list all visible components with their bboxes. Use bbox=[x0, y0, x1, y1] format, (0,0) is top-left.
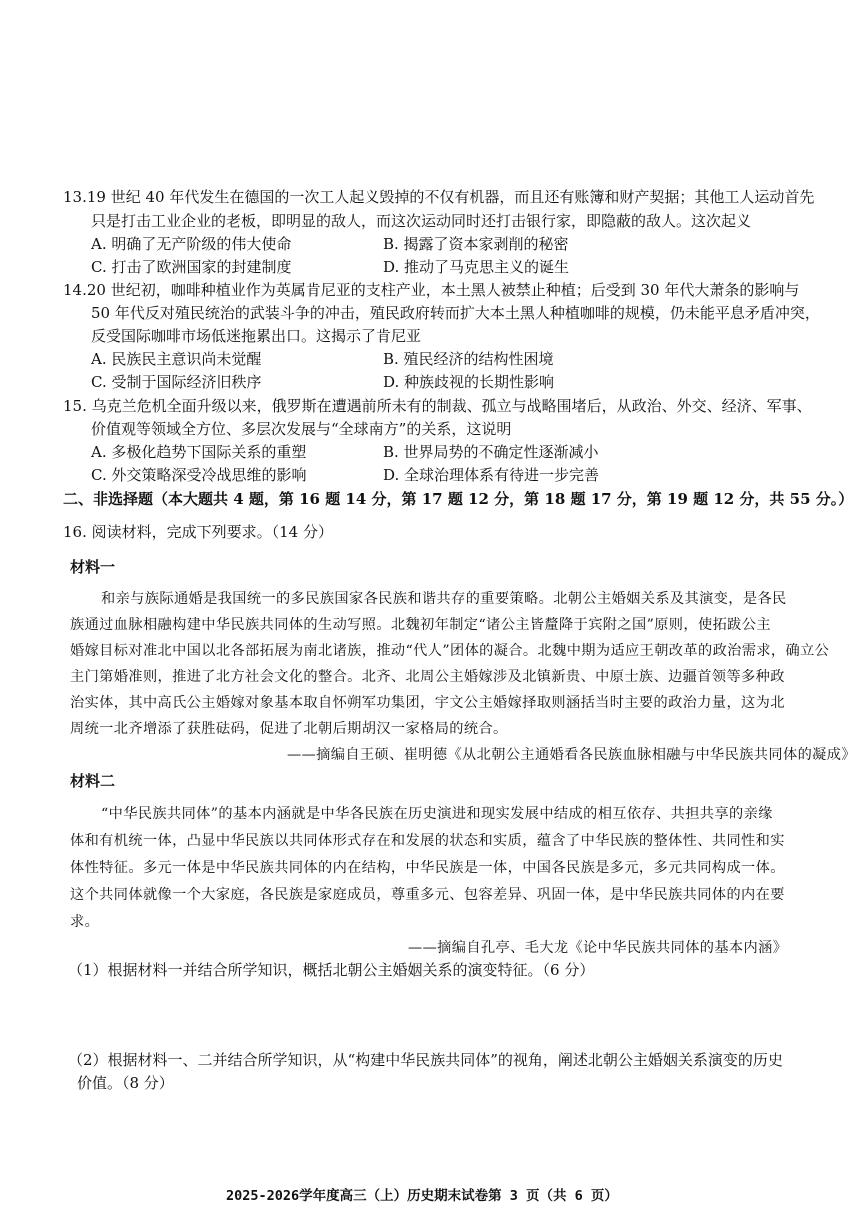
q14-option-a: A. 民族民主意识尚未觉醒 bbox=[91, 350, 262, 368]
page-footer: 2025-2026学年度高三（上）历史期末试卷第 3 页（共 6 页） bbox=[226, 1188, 618, 1204]
q15-option-a: A. 多极化趋势下国际关系的重塑 bbox=[91, 443, 307, 461]
material-1-line: 治实体，其中高氏公主婚嫁对象基本取自怀朔军功集团，宇文公主婚嫁择取则涵括当时主要的政治力量，这为北 bbox=[70, 695, 785, 711]
q14-option-d: D. 种族歧视的长期性影响 bbox=[383, 373, 555, 391]
q15-option-b: B. 世界局势的不确定性逐渐减小 bbox=[383, 443, 599, 461]
material-2-line: 这个共同体就像一个大家庭，各民族是家庭成员，尊重多元、包容差异、巩固一体，是中华民族共同体的内在要 bbox=[70, 887, 785, 903]
q14-stem-line3: 反受国际咖啡市场低迷拖累出口。这揭示了肯尼亚 bbox=[91, 327, 422, 345]
material-1-line: 和亲与族际通婚是我国统一的多民族国家各民族和谐共存的重要策略。北朝公主婚姻关系及其演变，是各民 bbox=[101, 591, 787, 607]
q14-option-b: B. 殖民经济的结构性困境 bbox=[383, 350, 554, 368]
material-1-line: 婚嫁目标对准北中国以北各部拓展为南北诸族，推动“代人”团体的凝合。北魏中期为适应王朝改革的政治需求，确立公 bbox=[70, 643, 830, 659]
q13-option-c: C. 打击了欧洲国家的封建制度 bbox=[91, 258, 292, 276]
material-1-line: 族通过血脉相融构建中华民族共同体的生动写照。北魏初年制定“诸公主皆釐降于宾附之国”原则，使拓跋公主 bbox=[70, 617, 771, 633]
material-2-source: ——摘编自孔亭、毛大龙《论中华民族共同体的基本内涵》 bbox=[408, 940, 788, 956]
q15-option-d: D. 全球治理体系有待进一步完善 bbox=[383, 466, 600, 484]
material-2-title: 材料二 bbox=[70, 772, 116, 790]
material-2-line: 求。 bbox=[70, 914, 100, 930]
q13-option-d: D. 推动了马克思主义的诞生 bbox=[383, 258, 570, 276]
q14-option-c: C. 受制于国际经济旧秩序 bbox=[91, 373, 262, 391]
q16-sub-question-2-line2: 价值。（8 分） bbox=[77, 1074, 174, 1092]
q15-stem-line2: 价值观等领域全方位、多层次发展与“全球南方”的关系，这说明 bbox=[91, 420, 512, 438]
q16-sub-question-2-line1: （2）根据材料一、二并结合所学知识，从“构建中华民族共同体”的视角，阐述北朝公主婚姻关系演变的历史 bbox=[68, 1051, 783, 1069]
material-1-line: 周统一北齐增添了获胜砝码，促进了北朝后期胡汉一家格局的统合。 bbox=[70, 721, 508, 737]
material-1-source: ——摘编自王硕、崔明德《从北朝公主通婚看各民族血脉相融与中华民族共同体的凝成》 bbox=[287, 747, 856, 763]
q13-stem-line1: 13.19 世纪 40 年代发生在德国的一次工人起义毁掉的不仅有机器，而且还有账簿和财产契据；其他工人运动首先 bbox=[63, 188, 815, 206]
q16-sub-question-1: （1）根据材料一并结合所学知识，概括北朝公主婚姻关系的演变特征。（6 分） bbox=[68, 961, 595, 979]
material-2-line: “中华民族共同体”的基本内涵就是中华各民族在历史演进和现实发展中结成的相互依存、共担共享的亲缘 bbox=[101, 806, 773, 822]
q13-option-a: A. 明确了无产阶级的伟大使命 bbox=[91, 235, 292, 253]
q13-option-b: B. 揭露了资本家剥削的秘密 bbox=[383, 235, 569, 253]
q13-stem-line2: 只是打击工业企业的老板，即明显的敌人，而这次运动同时还打击银行家，即隐蔽的敌人。这次起义 bbox=[91, 212, 752, 230]
material-1-title: 材料一 bbox=[70, 558, 116, 576]
q15-stem-line1: 15. 乌克兰危机全面升级以来，俄罗斯在遭遇前所未有的制裁、孤立与战略围堵后，从政治、外交、经济、军事、 bbox=[63, 397, 812, 415]
q14-stem-line1: 14.20 世纪初，咖啡种植业作为英属肯尼亚的支柱产业，本土黑人被禁止种植；后受到 30 年代大萧条的影响与 bbox=[63, 281, 800, 299]
material-1-line: 主门第婚准则，推进了北方社会文化的整合。北齐、北周公主婚嫁涉及北镇新贵、中原士族、边疆首领等多种政 bbox=[70, 669, 785, 685]
material-2-line: 体性特征。多元一体是中华民族共同体的内在结构，中华民族是一体，中国各民族是多元，多元共同构成一体。 bbox=[70, 860, 785, 876]
q15-option-c: C. 外交策略深受冷战思维的影响 bbox=[91, 466, 307, 484]
q14-stem-line2: 50 年代反对殖民统治的武装斗争的冲击，殖民政府转而扩大本土黑人种植咖啡的规模，仍未能平息矛盾冲突， bbox=[91, 304, 820, 322]
material-2-line: 体和有机统一体，凸显中华民族以共同体形式存在和发展的状态和实质，蕴含了中华民族的整体性、共同性和实 bbox=[70, 833, 785, 849]
section-heading: 二、非选择题（本大题共 4 题，第 16 题 14 分，第 17 题 12 分，第 18 题 17 分，第 19 题 12 分，共 55 分。） bbox=[63, 490, 854, 508]
q16-prompt: 16. 阅读材料，完成下列要求。（14 分） bbox=[63, 523, 333, 541]
